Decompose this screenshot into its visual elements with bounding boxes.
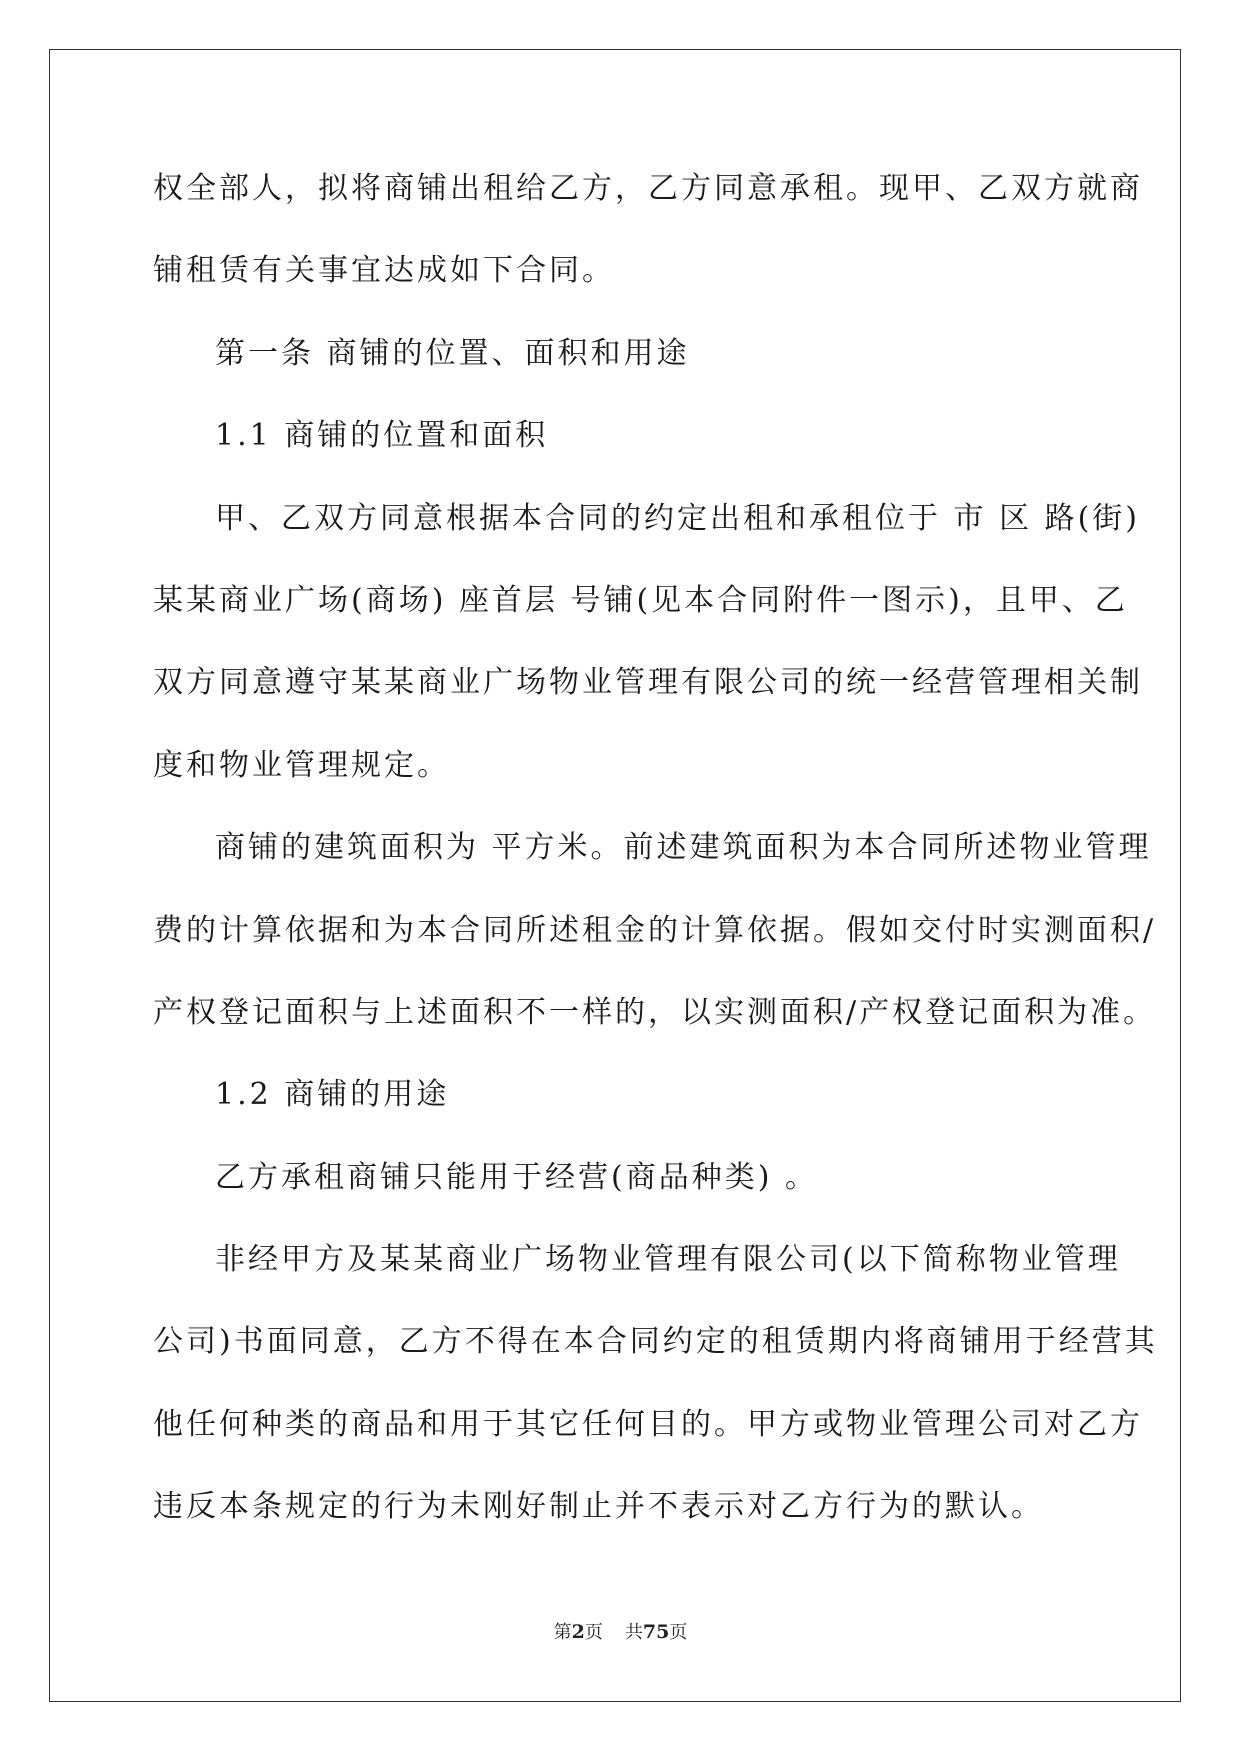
text-line-9: 商铺的建筑面积为 平方米。前述建筑面积为本合同所述物业管理 — [215, 830, 1152, 866]
text-line-13: 乙方承租商铺只能用于经营(商品种类) 。 — [215, 1159, 818, 1195]
text-line-14: 非经甲方及某某商业广场物业管理有限公司(以下简称物业管理 — [215, 1242, 1121, 1278]
page-prefix: 第 — [553, 1622, 572, 1643]
total-suffix: 页 — [669, 1622, 688, 1643]
total-prefix: 共 — [624, 1622, 643, 1643]
document-body — [153, 160, 1158, 1561]
text-line-10: 费的计算依据和为本合同所述租金的计算依据。假如交付时实测面积/ — [153, 912, 1157, 948]
text-line-5: 甲、乙双方同意根据本合同的约定出租和承租位于 市 区 路(街) — [215, 500, 1141, 536]
text-line-17: 违反本条规定的行为未刚好制止并不表示对乙方行为的默认。 — [153, 1489, 1044, 1525]
text-line-15: 公司)书面同意，乙方不得在本合同约定的租赁期内将商铺用于经营其 — [153, 1324, 1158, 1360]
page-number: 2 — [571, 1621, 585, 1643]
total-pages: 75 — [642, 1621, 670, 1643]
text-line-6: 某某商业广场(商场) 座首层 号铺(见本合同附件一图示)，且甲、乙 — [153, 582, 1128, 618]
page-suffix: 页 — [584, 1622, 603, 1643]
section-heading-1-1: 1.1 商铺的位置和面积 — [215, 418, 549, 454]
article-heading: 第一条 商铺的位置、面积和用途 — [215, 335, 690, 371]
text-line-16: 他任何种类的商品和用于其它任何目的。甲方或物业管理公司对乙方 — [153, 1406, 1143, 1442]
text-line-1: 权全部人，拟将商铺出租给乙方，乙方同意承租。现甲、乙双方就商 — [153, 171, 1143, 206]
text-line-2: 铺租赁有关事宜达成如下合同。 — [153, 253, 615, 289]
text-line-8: 度和物业管理规定。 — [153, 747, 450, 783]
section-heading-1-2: 1.2 商铺的用途 — [215, 1077, 450, 1113]
page-footer — [0, 1618, 1241, 1644]
text-line-11: 产权登记面积与上述面积不一样的，以实测面积/产权登记面积为准。 — [153, 994, 1157, 1030]
text-line-7: 双方同意遵守某某商业广场物业管理有限公司的统一经营管理相关制 — [153, 665, 1143, 701]
